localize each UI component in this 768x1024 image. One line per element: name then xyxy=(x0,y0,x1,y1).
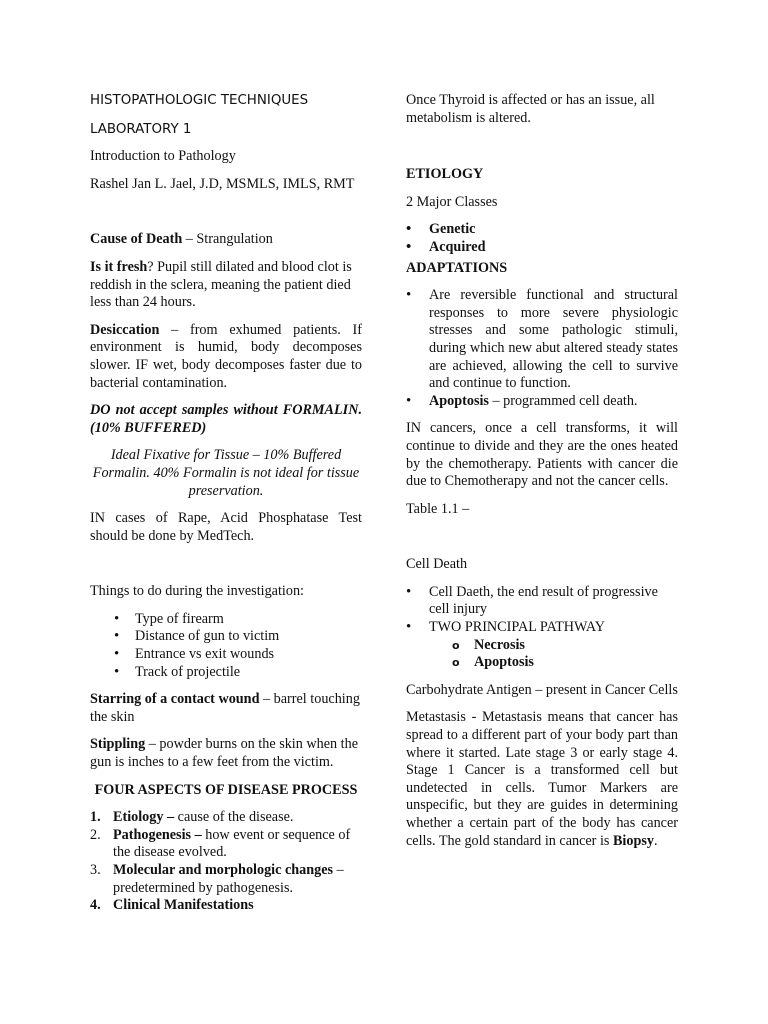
carbohydrate-note: Carbohydrate Antigen – present in Cancer Cells xyxy=(406,681,678,698)
left-column xyxy=(90,92,362,915)
rape-note: IN cases of Rape, Acid Phosphatase Test should be done by MedTech. xyxy=(90,510,362,544)
adaptations-heading: ADAPTATIONS xyxy=(406,259,508,276)
list-item: 3. Molecular and morphologic changes – predetermined by pathogenesis. xyxy=(90,862,344,896)
cancer-note: IN cancers, once a cell transforms, it will continue to divide and they are the ones heated by the chemotherapy. Patients with cancer die due to Chemotherapy and not the cancer cells. xyxy=(406,420,678,490)
aspects-list xyxy=(90,809,362,915)
list-item: • Entrance vs exit wounds xyxy=(90,646,362,664)
list-item: • Genetic xyxy=(406,221,678,239)
formalin-warning: DO not accept samples without FORMALIN. (10% BUFFERED) xyxy=(90,402,362,436)
list-item: • Cell Daeth, the end result of progressive cell injury xyxy=(406,584,678,619)
list-item: • Acquired xyxy=(406,239,678,257)
list-item: • Are reversible functional and structural responses to more severe physiologic stresses and some pathologic stimuli, during which new abut altered steady states are achieved, allowing the cell to survive and continue to function. xyxy=(406,287,678,393)
cause-of-death: Cause of Death – Strangulation xyxy=(90,231,273,248)
list-item: • TWO PRINCIPAL PATHWAY xyxy=(406,619,678,637)
desiccation-note: Desiccation – from exhumed patients. If environment is humid, body decomposes slower. IF wet, body decomposes faster due to bacterial contamination. xyxy=(90,321,362,391)
fresh-note: Is it fresh? Pupil still dilated and blood clot is reddish in the sclera, meaning the patient died less than 24 hours. xyxy=(90,258,352,311)
aspects-heading: FOUR ASPECTS OF DISEASE PROCESS xyxy=(94,781,358,798)
investigation-list xyxy=(90,611,362,681)
pathway-list xyxy=(406,637,678,672)
starring-note: Starring of a contact wound – barrel touching the skin xyxy=(90,691,360,725)
thyroid-note: Once Thyroid is affected or has an issue, all metabolism is altered. xyxy=(406,92,655,126)
list-item: • Type of firearm xyxy=(90,611,362,629)
course-title: HISTOPATHOLOGIC TECHNIQUES xyxy=(90,93,309,108)
list-item: • Distance of gun to victim xyxy=(90,628,362,646)
list-item: 4. Clinical Manifestations xyxy=(90,897,254,914)
investigation-intro: Things to do during the investigation: xyxy=(90,583,304,600)
table-ref: Table 1.1 – xyxy=(406,500,470,517)
list-item: o Apoptosis xyxy=(406,654,678,672)
cell-death-heading: Cell Death xyxy=(406,556,468,573)
list-item: 2. Pathogenesis – how event or sequence of the disease evolved. xyxy=(90,826,351,861)
classes-intro: 2 Major Classes xyxy=(406,193,498,210)
stippling-note: Stippling – powder burns on the skin when the gun is inches to a few feet from the victim. xyxy=(90,736,358,771)
etiology-heading: ETIOLOGY xyxy=(406,166,484,183)
classes-list xyxy=(406,221,678,256)
list-item: • Apoptosis – programmed cell death. xyxy=(406,393,678,411)
author: Rashel Jan L. Jael, J.D, MSMLS, IMLS, RMT xyxy=(90,175,355,192)
adaptations-list xyxy=(406,287,678,410)
metastasis-note: Metastasis - Metastasis means that cancer has spread to a different part of your body part than where it started. Late stage 3 or early stage 4. Stage 1 Cancer is a transformed cell but undetected in cells. Tumor Markers are unspecific, but they are guides in determining whether a certain part of the body has cancer cells. The gold standard in cancer is Biopsy. xyxy=(406,709,678,849)
right-column xyxy=(406,92,678,850)
lab-title: LABORATORY 1 xyxy=(90,121,192,137)
list-item: o Necrosis xyxy=(406,637,678,655)
topic: Introduction to Pathology xyxy=(90,148,236,165)
list-item: • Track of projectile xyxy=(90,664,362,682)
list-item: 1. Etiology – cause of the disease. xyxy=(90,809,294,826)
cell-death-list xyxy=(406,584,678,637)
fixative-note: Ideal Fixative for Tissue – 10% Buffered Formalin. 40% Formalin is not ideal for tissue preservation. xyxy=(92,447,360,499)
